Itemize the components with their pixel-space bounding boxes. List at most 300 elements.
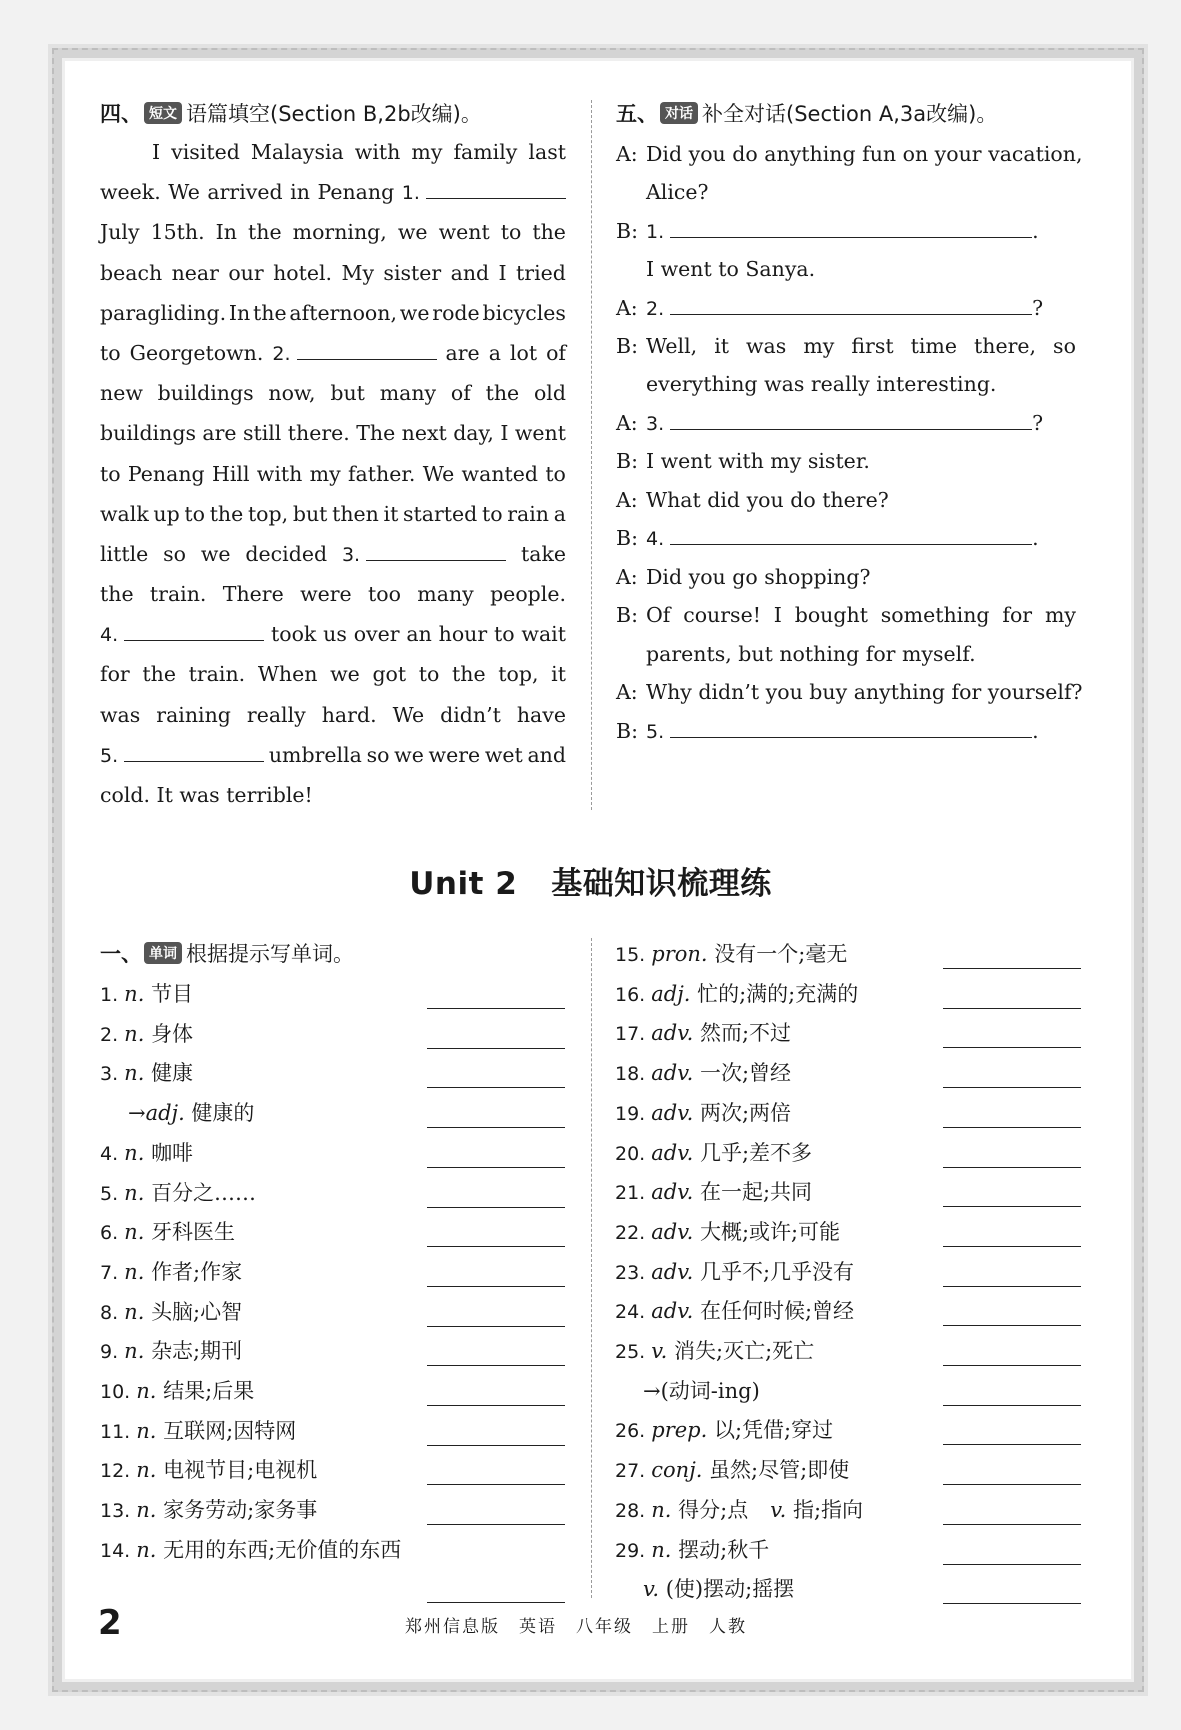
part-of-speech: n. (651, 1497, 679, 1522)
dialog-text: parents, but nothing for myself. (646, 642, 976, 666)
answer-line[interactable] (943, 1444, 1081, 1445)
passage-word: we (330, 662, 360, 687)
passage-line (100, 413, 566, 453)
passage-word: top, (247, 501, 289, 526)
passage-word: Penang (127, 461, 205, 486)
passage (100, 132, 566, 815)
dialog-speaker: B: (616, 603, 638, 627)
passage-line (100, 494, 566, 534)
passage-word: many (379, 381, 437, 406)
vocab-number: 1. (100, 984, 125, 1006)
dialog-word: there, (974, 334, 1037, 358)
dialog-text: What did you do there? (646, 488, 889, 512)
passage-word: the (142, 662, 176, 687)
section-1-title-text: 根据提示写单词。 (186, 942, 354, 966)
vocab-number: 10. (100, 1381, 137, 1403)
dialog-word: my (1044, 603, 1076, 627)
dialog-line (616, 133, 1083, 175)
passage-word: to (100, 340, 121, 365)
section-5-tag: 对话 (660, 102, 698, 124)
vocab-item (615, 1093, 791, 1133)
vocab-number: 5. (100, 1182, 125, 1205)
passage-word: afternoon, (289, 300, 397, 325)
vocab-meaning: 无用的东西;无价值的东西 (163, 1537, 402, 1562)
vocab-item (615, 1013, 791, 1053)
part-of-speech: adv. (651, 1259, 700, 1284)
passage-line (100, 172, 566, 212)
answer-line[interactable] (943, 1008, 1081, 1009)
vocab-meaning: 摆动;秋千 (678, 1537, 770, 1562)
vocab-item (615, 1490, 863, 1530)
vocab-number: 19. (615, 1102, 652, 1125)
dialog-line (616, 363, 1080, 405)
dialog-word: my (803, 334, 835, 358)
numbered-blank (272, 333, 436, 374)
answer-line[interactable] (427, 1326, 565, 1327)
fill-blank[interactable] (124, 618, 264, 641)
vocab-number: 20. (615, 1142, 652, 1165)
vocab-number: 2. (100, 1023, 125, 1046)
passage-word: I (152, 140, 161, 164)
dialog-word: bought (794, 603, 868, 627)
passage-line (100, 132, 566, 172)
column-divider-bottom (591, 938, 592, 1598)
passage-word: visited (171, 140, 240, 164)
vocab-item (100, 1053, 193, 1093)
vocab-meaning: 牙科医生 (151, 1220, 236, 1245)
passage-word: people. (490, 582, 566, 607)
passage-word: We (422, 461, 455, 486)
passage-word: are (445, 340, 480, 365)
vocab-meaning: 健康的 (191, 1101, 255, 1126)
answer-line[interactable] (943, 1127, 1081, 1128)
passage-word: many (417, 582, 474, 607)
passage-word: family (453, 140, 518, 164)
part-of-speech: prep. (651, 1418, 714, 1443)
vocab-number: 4. (100, 1142, 125, 1165)
dialog-word: so (1053, 334, 1076, 358)
passage-word: a (488, 340, 501, 365)
passage-word: the (452, 662, 486, 687)
part-of-speech: n. (136, 1458, 164, 1483)
passage-word: to (545, 461, 566, 486)
dialog-punctuation: ? (1032, 296, 1044, 320)
passage-word: to (500, 220, 522, 245)
vocab-meaning: 虽然;尽管;即使 (709, 1458, 850, 1483)
vocab-meaning: 忙的;满的;充满的 (697, 981, 859, 1006)
part-of-speech: n. (124, 1180, 152, 1205)
passage-line (100, 212, 566, 252)
passage-word: of (450, 381, 471, 406)
part-of-speech: n. (124, 1299, 152, 1324)
passage-word: morning, (292, 220, 387, 245)
footer-text: 郑州信息版 英语 八年级 上册 人教 (405, 1617, 747, 1637)
answer-line[interactable] (427, 1524, 565, 1525)
part-of-speech: n. (136, 1418, 164, 1443)
passage-word: the (253, 300, 287, 325)
passage-line (100, 454, 566, 494)
dialog-line (616, 633, 1080, 675)
part-of-speech: v. (770, 1497, 793, 1522)
section-5 (616, 98, 1083, 813)
vocab-item (100, 1292, 242, 1332)
passage-word: hour (438, 622, 488, 647)
vocab-meaning: 杂志;期刊 (151, 1339, 243, 1364)
answer-line[interactable] (943, 1167, 1081, 1168)
dialog-word: Of (646, 603, 671, 627)
answer-line[interactable] (943, 1524, 1081, 1525)
part-of-speech: n. (136, 1498, 164, 1523)
vocab-number: 28. (615, 1499, 652, 1522)
fill-blank[interactable] (124, 739, 264, 762)
answer-line[interactable] (943, 1286, 1081, 1287)
vocab-number: 7. (100, 1261, 125, 1284)
passage-word: there. (287, 421, 350, 446)
answer-line[interactable] (427, 1246, 565, 1247)
dialog-text: I went with my sister. (646, 449, 870, 473)
vocab-meaning: 身体 (151, 1021, 194, 1046)
answer-line[interactable] (427, 1207, 565, 1208)
vocab-item (100, 1093, 254, 1133)
vocab-item (615, 974, 858, 1014)
vocab-meaning: 几乎;差不多 (699, 1140, 813, 1165)
passage-word: an (406, 622, 432, 647)
vocab-number: 18. (615, 1063, 652, 1086)
vocab-number: 3. (100, 1063, 125, 1086)
part-of-speech: conj. (651, 1458, 710, 1483)
unit-title-text: 基础知识梳理练 (551, 866, 772, 902)
fill-blank[interactable] (670, 715, 1032, 738)
vocab-meaning: 百分之…… (151, 1180, 257, 1205)
passage-word: got (372, 662, 407, 687)
passage-line (100, 735, 566, 775)
vocab-meaning: 指;指向 (792, 1497, 864, 1522)
passage-word: and (450, 260, 490, 285)
vocab-meaning: 咖啡 (151, 1140, 194, 1165)
vocab-item (615, 934, 847, 974)
passage-word: I (498, 260, 507, 285)
passage-word: didn’t (440, 702, 501, 727)
part-of-speech: v. (643, 1577, 666, 1602)
vocab-item (615, 1252, 854, 1292)
passage-word: In (228, 300, 251, 325)
vocab-meaning: 得分;点 (678, 1497, 749, 1522)
answer-line[interactable] (943, 1603, 1081, 1604)
passage-word: buildings (157, 381, 254, 406)
passage-word: We (392, 702, 425, 727)
passage-word: Malaysia (250, 140, 344, 164)
vocab-number: 9. (100, 1341, 125, 1364)
passage-word: week. (100, 180, 161, 205)
dialog-word: Well, (646, 334, 698, 358)
fill-blank[interactable] (366, 538, 506, 561)
passage-word: buildings (100, 421, 196, 446)
passage-word: to (100, 461, 121, 486)
vocab-number: 21. (615, 1182, 652, 1205)
fill-blank[interactable] (670, 522, 1032, 545)
vocab-number: 23. (615, 1261, 652, 1284)
passage-word: my (309, 461, 341, 486)
passage-word: still (242, 421, 282, 446)
passage-word: to (494, 622, 515, 647)
dialog-speaker: A: (616, 411, 638, 435)
section-5-title (616, 98, 1080, 128)
vocab-meaning: 作者;作家 (151, 1259, 243, 1284)
part-of-speech: adv. (651, 1140, 700, 1165)
answer-line[interactable] (943, 1087, 1081, 1088)
vocab-item (615, 1410, 833, 1450)
part-of-speech: pron. (651, 942, 715, 966)
dialog-word: I (773, 603, 782, 627)
vocab-number: 27. (615, 1460, 652, 1483)
vocab-item (100, 1411, 296, 1451)
dialog-word: something (880, 603, 990, 627)
passage-word: to (418, 662, 440, 687)
answer-line[interactable] (427, 1127, 565, 1128)
dialog-text: Did you do anything fun on your vacation, (646, 142, 1083, 166)
vocab-number: 6. (100, 1222, 125, 1245)
vocab-meaning: 在任何时候;曾经 (699, 1299, 855, 1324)
answer-line[interactable] (427, 1008, 565, 1009)
dialog-line (616, 402, 1080, 444)
dialog-line (616, 671, 1083, 713)
answer-line[interactable] (427, 1048, 565, 1049)
vocab-meaning: 家务劳动;家务事 (163, 1498, 318, 1523)
answer-line[interactable] (943, 1365, 1081, 1366)
answer-line[interactable] (427, 1286, 565, 1287)
passage-word: There (222, 582, 284, 607)
passage-line (100, 695, 566, 735)
section-4-title-text: 语篇填空(Section B,2b改编)。 (186, 102, 482, 126)
passage-word: umbrella (268, 742, 362, 767)
vocab-item (100, 1450, 317, 1490)
vocab-item (615, 1053, 791, 1093)
passage-word: The (356, 421, 396, 446)
section-1 (100, 938, 566, 968)
passage-word: the (100, 582, 134, 607)
fill-blank[interactable] (670, 215, 1032, 238)
passage-word: the (532, 220, 566, 245)
passage-word: Georgetown. (129, 340, 264, 365)
answer-line[interactable] (943, 1206, 1081, 1207)
vocab-item (100, 1252, 242, 1292)
answer-line[interactable] (427, 1602, 565, 1603)
dialog-punctuation: ? (1032, 411, 1044, 435)
part-of-speech: adv. (651, 1061, 700, 1086)
part-of-speech: →adj. (128, 1101, 192, 1126)
passage-word: 15th. (150, 220, 205, 245)
dialog-speaker: B: (616, 449, 638, 473)
vocab-number: 11. (100, 1420, 137, 1443)
passage-word: with (354, 140, 401, 164)
column-divider-top (591, 100, 592, 810)
vocab-item (100, 1530, 401, 1570)
passage-word: Penang (317, 180, 395, 205)
dialog-text: everything was really interesting. (646, 372, 997, 396)
dialog-punctuation: . (1032, 526, 1039, 550)
dialog-text (646, 325, 1076, 367)
passage-word: old (533, 381, 566, 406)
dialog-speaker: A: (616, 142, 638, 166)
vocab-item (615, 1133, 812, 1173)
part-of-speech: n. (136, 1379, 164, 1403)
answer-line[interactable] (943, 1246, 1081, 1247)
passage-word: for (100, 662, 130, 687)
answer-line[interactable] (427, 1405, 565, 1406)
vocab-item (100, 1331, 242, 1371)
part-of-speech: n. (124, 982, 152, 1006)
fill-blank[interactable] (297, 337, 437, 360)
blank-number: 2. (272, 342, 297, 365)
answer-line[interactable] (943, 1484, 1081, 1485)
vocab-meaning: 消失;灭亡;死亡 (674, 1339, 815, 1363)
part-of-speech: n. (124, 1021, 152, 1046)
passage-word: took (270, 622, 317, 647)
dialog-line (616, 710, 1080, 752)
section-1-prefix: 一、 (100, 942, 142, 966)
passage-word: we (200, 541, 231, 566)
dialog-speaker: A: (616, 680, 638, 704)
passage-word: and (527, 742, 566, 767)
answer-line[interactable] (943, 1047, 1081, 1048)
passage-word: When (257, 662, 318, 687)
blank-number: 5. (100, 744, 125, 767)
dialog-line (616, 594, 1080, 636)
passage-word: rain (507, 501, 550, 526)
dialog-word: course! (683, 603, 761, 627)
vocab-number: 17. (615, 1023, 652, 1046)
vocab-meaning: →(动词-ing) (643, 1378, 760, 1403)
fill-blank[interactable] (670, 407, 1032, 430)
fill-blank[interactable] (426, 176, 566, 199)
passage-word: are (202, 421, 237, 446)
section-5-prefix: 五、 (616, 102, 658, 126)
passage-word: My (341, 260, 375, 285)
dialog-line (616, 171, 1080, 213)
vocab-meaning: 在一起;共同 (699, 1180, 813, 1205)
section-1-tag: 单词 (144, 942, 182, 964)
passage-word: train. (149, 582, 207, 607)
dialog-speaker: B: (616, 526, 638, 550)
answer-line[interactable] (427, 1365, 565, 1366)
dialog-line (616, 479, 1080, 521)
passage-word: the (248, 220, 282, 245)
passage-word: have (516, 702, 566, 727)
vocab-meaning: 然而;不过 (699, 1021, 792, 1046)
dialog (616, 133, 1083, 813)
dialog-text (646, 594, 1076, 636)
answer-line[interactable] (943, 968, 1081, 969)
blank-number: 3. (646, 413, 671, 435)
dialog-text: I went to Sanya. (646, 257, 816, 281)
part-of-speech: adv. (651, 1180, 700, 1205)
dialog-word: for (1002, 603, 1033, 627)
answer-line[interactable] (427, 1167, 565, 1168)
vocab-item (100, 1371, 254, 1411)
numbered-blank (402, 172, 566, 213)
passage-line (100, 534, 566, 574)
vocab-number: 8. (100, 1301, 125, 1324)
answer-line[interactable] (427, 1445, 565, 1446)
vocab-item (615, 1530, 769, 1570)
dialog-speaker: A: (616, 565, 638, 589)
passage-word: wanted (461, 461, 539, 486)
vocab-item (615, 1450, 849, 1490)
numbered-blank (100, 735, 264, 776)
dialog-speaker: B: (616, 719, 638, 743)
answer-line[interactable] (943, 1405, 1081, 1406)
answer-line[interactable] (427, 1087, 565, 1088)
vocab-meaning: 健康 (151, 1061, 194, 1086)
dialog-line (616, 517, 1080, 559)
vocab-item (100, 974, 193, 1014)
section-4 (100, 98, 566, 815)
part-of-speech: v. (651, 1339, 674, 1363)
vocab-number: 13. (100, 1500, 137, 1523)
vocab-item (615, 1371, 760, 1411)
section-5-title-text: 补全对话(Section A,3a改编)。 (702, 102, 998, 126)
passage-word: my (411, 140, 443, 164)
vocab-item (615, 1212, 840, 1252)
passage-word: went (438, 220, 490, 245)
passage-word: really (246, 702, 306, 727)
answer-line[interactable] (943, 1564, 1081, 1565)
part-of-speech: n. (124, 1140, 152, 1165)
passage-word: raining (156, 702, 231, 727)
passage-word: we (399, 300, 430, 325)
part-of-speech: n. (124, 1220, 152, 1245)
passage-word: decided (245, 541, 328, 566)
vocab-number: 22. (615, 1221, 652, 1244)
passage-word: so (163, 541, 187, 566)
dialog-speaker: A: (616, 296, 638, 320)
vocab-meaning: 一次;曾经 (699, 1061, 792, 1086)
passage-word: little (100, 541, 149, 566)
vocab-meaning: 头脑;心智 (151, 1299, 243, 1324)
part-of-speech: n. (124, 1339, 152, 1364)
vocab-item (615, 1291, 854, 1331)
passage-word: hard. (321, 702, 377, 727)
part-of-speech: adj. (651, 981, 698, 1006)
passage-word: hotel. (273, 260, 333, 285)
passage-word: went (514, 421, 566, 446)
vocab-number: 29. (615, 1539, 652, 1562)
answer-line[interactable] (943, 1325, 1081, 1326)
dialog-word: first (851, 334, 894, 358)
section-1-title (100, 938, 566, 968)
passage-word: next (401, 421, 447, 446)
dialog-punctuation: . (1032, 219, 1039, 243)
fill-blank[interactable] (670, 292, 1032, 315)
passage-word: new (100, 381, 143, 406)
passage-word: wait (521, 622, 566, 647)
passage-word: In (215, 220, 237, 245)
vocab-meaning: 大概;或许;可能 (699, 1219, 841, 1244)
vocab-number: 25. (615, 1341, 652, 1363)
answer-line[interactable] (427, 1484, 565, 1485)
passage-word: we (394, 742, 424, 767)
passage-word: now, (268, 381, 316, 406)
passage-word: top, (498, 662, 539, 687)
passage-word: it (383, 501, 399, 526)
passage-word: in (290, 180, 310, 205)
dialog-punctuation: . (1032, 719, 1039, 743)
part-of-speech: adv. (651, 1299, 700, 1324)
passage-line (100, 373, 566, 413)
passage-word: beach (100, 260, 163, 285)
vocab-number: 15. (615, 944, 652, 966)
passage-line (100, 775, 566, 815)
